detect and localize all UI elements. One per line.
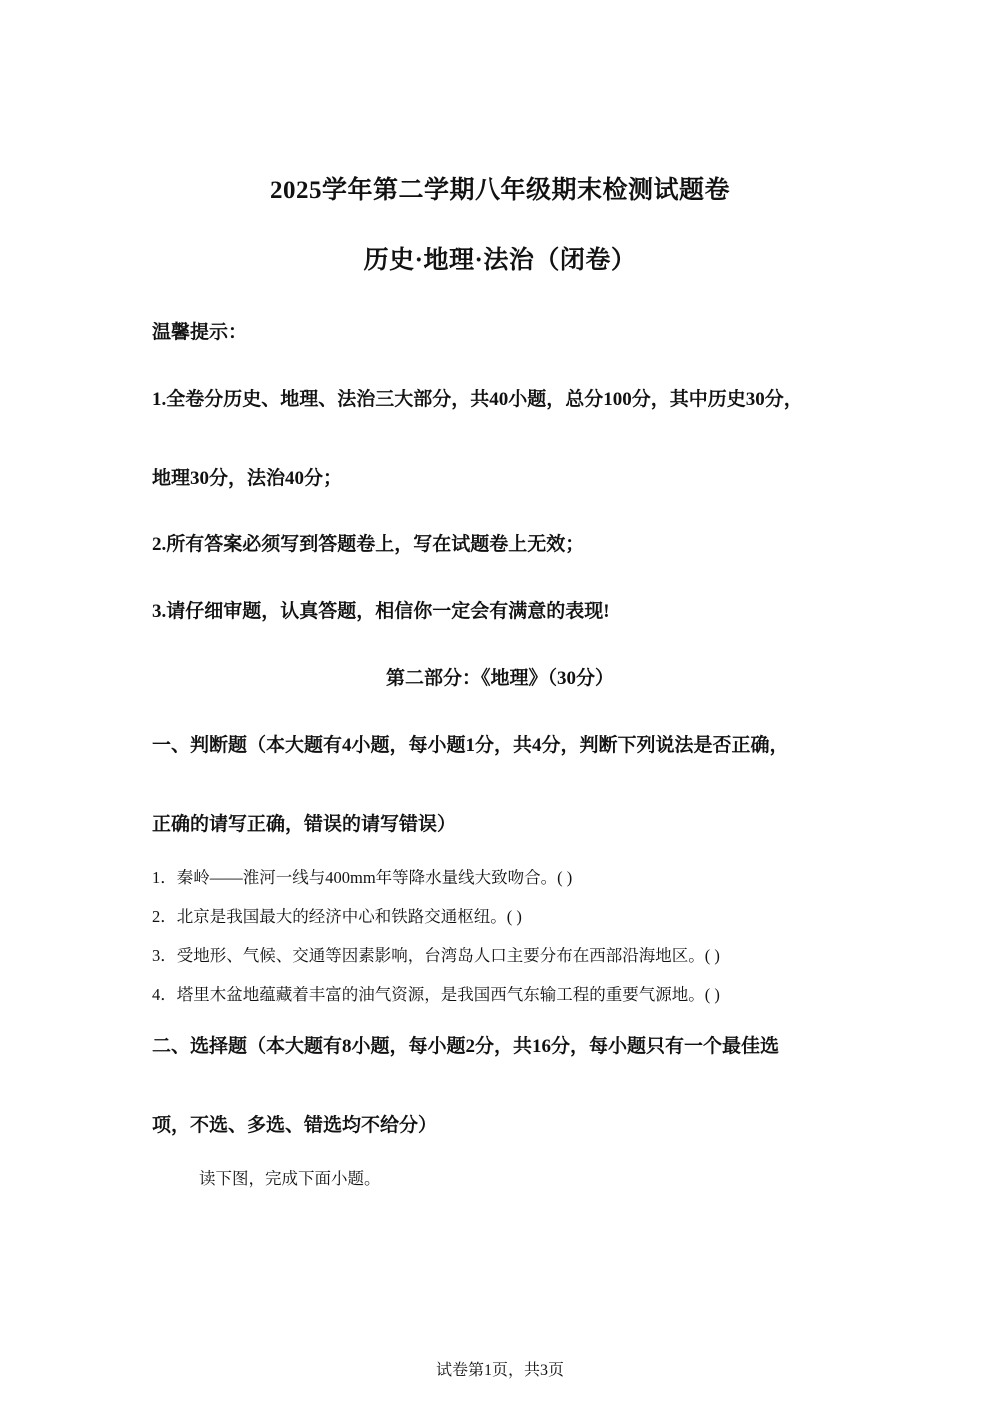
notice-item-1-line-2: 地理30分，法治40分； (152, 468, 343, 489)
page-footer: 试卷第1页，共3页 (435, 1362, 564, 1379)
section-2-instruction: 读下图，完成下面小题。 (199, 1169, 381, 1188)
exam-title: 2025学年第二学期八年级期末检测试题卷 (269, 177, 730, 204)
exam-subtitle: 历史·地理·法治（闭卷） (363, 247, 637, 274)
notice-heading: 温馨提示： (152, 322, 248, 343)
notice-item-2: 2.所有答案必须写到答题卷上，写在试题卷上无效； (152, 534, 585, 555)
part-heading: 第二部分：《地理》（30分） (385, 668, 614, 689)
question-2: 2．北京是我国最大的经济中心和铁路交通枢纽。( ) (152, 907, 522, 926)
question-1: 1．秦岭——淮河一线与400mm年等降水量线大致吻合。( ) (152, 868, 573, 887)
section-2-heading-line-2: 项，不选、多选、错选均不给分） (152, 1115, 438, 1136)
notice-item-1-line-1: 1.全卷分历史、地理、法治三大部分，共40小题，总分100分，其中历史30分， (152, 389, 803, 410)
question-3: 3．受地形、气候、交通等因素影响，台湾岛人口主要分布在西部沿海地区。( ) (152, 946, 720, 965)
notice-item-3: 3.请仔细审题，认真答题，相信你一定会有满意的表现! (152, 601, 610, 622)
section-1-heading-line-2: 正确的请写正确，错误的请写错误） (152, 814, 457, 835)
section-2-heading-line-1: 二、选择题（本大题有8小题，每小题2分，共16分，每小题只有一个最佳选 (152, 1036, 780, 1057)
question-4: 4．塔里木盆地蕴藏着丰富的油气资源，是我国西气东输工程的重要气源地。( ) (152, 985, 720, 1004)
section-1-heading-line-1: 一、判断题（本大题有4小题，每小题1分，共4分，判断下列说法是否正确， (152, 735, 789, 756)
